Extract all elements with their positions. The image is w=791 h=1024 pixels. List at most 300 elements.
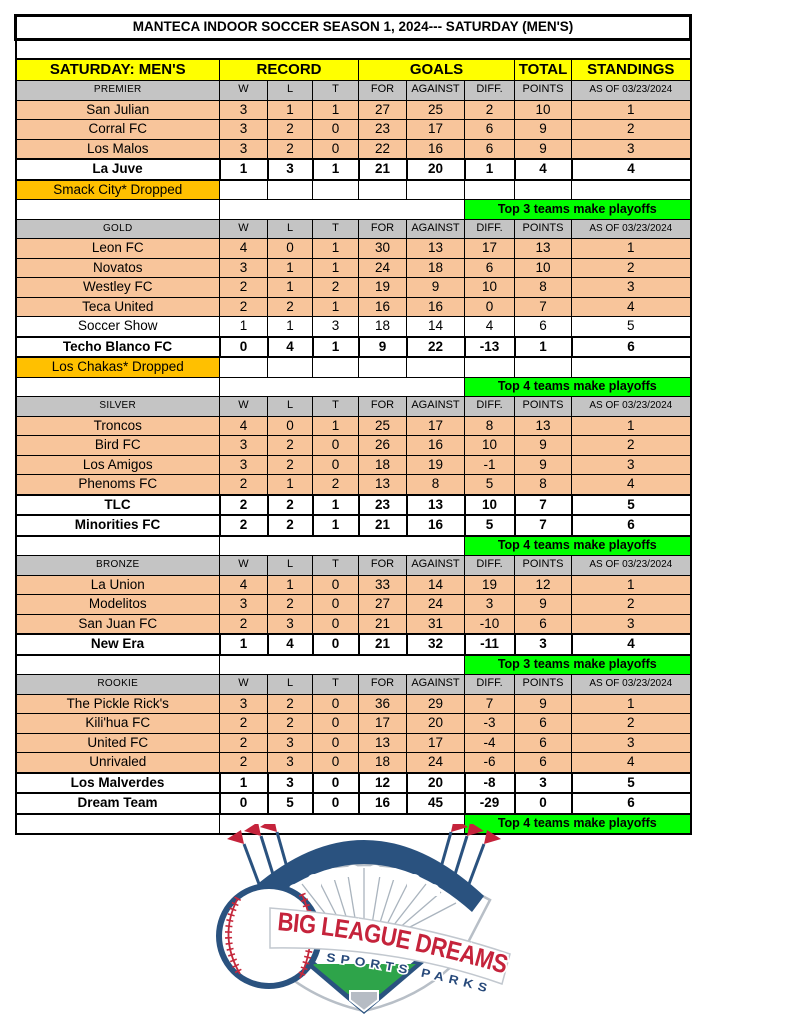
stat-t: 0	[313, 714, 359, 734]
stat-for: 27	[359, 100, 407, 120]
empty-cell	[515, 180, 572, 200]
col-header-l: L	[268, 219, 313, 239]
stat-standing: 4	[572, 475, 691, 495]
note-left-cell	[16, 655, 220, 675]
stat-w: 2	[220, 614, 268, 634]
division-name-cell: PREMIER	[16, 81, 220, 101]
division-name-cell: BRONZE	[16, 556, 220, 576]
team-name-cell: New Era	[16, 634, 220, 655]
col-header-against: AGAINST	[407, 219, 465, 239]
stat-against: 24	[407, 595, 465, 615]
stat-against: 24	[407, 753, 465, 773]
playoff-note-row	[16, 377, 691, 397]
team-row	[16, 475, 691, 495]
empty-cell	[407, 180, 465, 200]
note-left-cell	[16, 200, 220, 220]
team-name-cell: Minorities FC	[16, 515, 220, 536]
stat-w: 3	[220, 258, 268, 278]
stat-points: 13	[515, 416, 572, 436]
stat-diff: -11	[465, 634, 515, 655]
stat-t: 0	[313, 733, 359, 753]
page-title: MANTECA INDOOR SOCCER SEASON 1, 2024--- SATURDAY (MEN'S)	[16, 16, 691, 40]
stat-standing: 1	[572, 239, 691, 259]
stat-against: 16	[407, 139, 465, 159]
playoff-note: Top 3 teams make playoffs	[465, 655, 691, 675]
stat-points: 8	[515, 278, 572, 298]
team-row	[16, 297, 691, 317]
stat-standing: 5	[572, 495, 691, 516]
team-row	[16, 278, 691, 298]
col-header-as-of: AS OF 03/23/2024	[572, 556, 691, 576]
stat-w: 3	[220, 455, 268, 475]
stat-t: 1	[313, 515, 359, 536]
division-name-cell: GOLD	[16, 219, 220, 239]
playoff-note: Top 4 teams make playoffs	[465, 814, 691, 835]
stat-w: 2	[220, 495, 268, 516]
stat-l: 1	[268, 258, 313, 278]
team-name-cell: TLC	[16, 495, 220, 516]
col-header-diff: DIFF.	[465, 81, 515, 101]
team-row	[16, 455, 691, 475]
stat-diff: -3	[465, 714, 515, 734]
stat-t: 1	[313, 337, 359, 358]
team-name-cell: San Julian	[16, 100, 220, 120]
stat-standing: 1	[572, 694, 691, 714]
stat-l: 3	[268, 159, 313, 180]
division-header-row	[16, 556, 691, 576]
stat-l: 3	[268, 614, 313, 634]
col-header-points: POINTS	[515, 397, 572, 417]
stat-l: 1	[268, 278, 313, 298]
team-name-cell: Los Malverdes	[16, 773, 220, 794]
col-header-w: W	[220, 556, 268, 576]
stat-diff: 10	[465, 278, 515, 298]
playoff-note: Top 4 teams make playoffs	[465, 536, 691, 556]
col-header-for: FOR	[359, 397, 407, 417]
stat-against: 29	[407, 694, 465, 714]
stat-standing: 3	[572, 733, 691, 753]
stat-points: 3	[515, 634, 572, 655]
col-header-as-of: AS OF 03/23/2024	[572, 219, 691, 239]
team-name-cell: La Juve	[16, 159, 220, 180]
column-band-row	[16, 59, 691, 81]
col-header-for: FOR	[359, 81, 407, 101]
stat-standing: 4	[572, 634, 691, 655]
team-row	[16, 416, 691, 436]
spacer-row	[16, 40, 691, 60]
stat-t: 0	[313, 614, 359, 634]
stat-diff: 8	[465, 416, 515, 436]
stat-l: 2	[268, 714, 313, 734]
stat-w: 1	[220, 159, 268, 180]
team-name-cell: Dream Team	[16, 793, 220, 814]
col-header-t: T	[313, 675, 359, 695]
stat-w: 2	[220, 515, 268, 536]
stat-points: 6	[515, 733, 572, 753]
stat-against: 16	[407, 297, 465, 317]
team-row	[16, 714, 691, 734]
col-header-t: T	[313, 81, 359, 101]
note-mid-cell	[220, 377, 465, 397]
standings-sheet	[14, 14, 692, 835]
stat-w: 1	[220, 634, 268, 655]
stat-diff: 7	[465, 694, 515, 714]
stat-t: 0	[313, 139, 359, 159]
playoff-note: Top 3 teams make playoffs	[465, 200, 691, 220]
col-header-against: AGAINST	[407, 556, 465, 576]
stat-diff: -13	[465, 337, 515, 358]
stat-w: 1	[220, 317, 268, 337]
team-name-cell: Soccer Show	[16, 317, 220, 337]
band-record: RECORD	[220, 59, 359, 81]
stat-points: 10	[515, 258, 572, 278]
big-league-dreams-logo	[214, 824, 514, 1014]
playoff-note-row	[16, 536, 691, 556]
stat-standing: 2	[572, 595, 691, 615]
stat-standing: 4	[572, 159, 691, 180]
stat-points: 9	[515, 455, 572, 475]
stat-diff: -1	[465, 455, 515, 475]
stat-t: 0	[313, 694, 359, 714]
team-name-cell: United FC	[16, 733, 220, 753]
stat-diff: -6	[465, 753, 515, 773]
stat-for: 27	[359, 595, 407, 615]
stat-against: 17	[407, 416, 465, 436]
stat-l: 2	[268, 120, 313, 140]
stat-points: 9	[515, 436, 572, 456]
col-header-points: POINTS	[515, 675, 572, 695]
stat-for: 36	[359, 694, 407, 714]
stat-l: 3	[268, 733, 313, 753]
stat-w: 0	[220, 337, 268, 358]
stat-points: 6	[515, 317, 572, 337]
stat-diff: 0	[465, 297, 515, 317]
col-header-l: L	[268, 556, 313, 576]
stat-l: 2	[268, 139, 313, 159]
team-row	[16, 495, 691, 516]
stat-standing: 3	[572, 614, 691, 634]
stat-standing: 3	[572, 455, 691, 475]
note-mid-cell	[220, 200, 465, 220]
stat-t: 0	[313, 120, 359, 140]
col-header-w: W	[220, 219, 268, 239]
note-left-cell	[16, 377, 220, 397]
stat-diff: 3	[465, 595, 515, 615]
dropped-team-name: Smack City* Dropped	[16, 180, 220, 200]
stat-points: 7	[515, 297, 572, 317]
col-header-as-of: AS OF 03/23/2024	[572, 675, 691, 695]
team-name-cell: Novatos	[16, 258, 220, 278]
stat-diff: 10	[465, 436, 515, 456]
team-row	[16, 139, 691, 159]
col-header-w: W	[220, 397, 268, 417]
col-header-l: L	[268, 397, 313, 417]
stat-for: 16	[359, 793, 407, 814]
stat-for: 18	[359, 317, 407, 337]
stat-l: 4	[268, 634, 313, 655]
playoff-note-row	[16, 655, 691, 675]
stat-diff: 4	[465, 317, 515, 337]
stat-against: 14	[407, 317, 465, 337]
team-row	[16, 100, 691, 120]
stat-points: 12	[515, 575, 572, 595]
team-row	[16, 733, 691, 753]
stat-l: 1	[268, 575, 313, 595]
team-name-cell: Troncos	[16, 416, 220, 436]
logo-title-text: BIG LEAGUE DREAMS	[276, 906, 514, 981]
stat-standing: 4	[572, 297, 691, 317]
playoff-note: Top 4 teams make playoffs	[465, 377, 691, 397]
stat-l: 3	[268, 773, 313, 794]
team-name-cell: Westley FC	[16, 278, 220, 298]
stat-against: 16	[407, 436, 465, 456]
col-header-t: T	[313, 397, 359, 417]
stat-standing: 6	[572, 793, 691, 814]
band-total: TOTAL	[515, 59, 572, 81]
stat-w: 2	[220, 475, 268, 495]
stat-for: 18	[359, 455, 407, 475]
stat-standing: 6	[572, 515, 691, 536]
team-name-cell: The Pickle Rick's	[16, 694, 220, 714]
team-row	[16, 614, 691, 634]
stat-w: 3	[220, 694, 268, 714]
stat-standing: 2	[572, 714, 691, 734]
division-header-row	[16, 397, 691, 417]
stat-for: 23	[359, 495, 407, 516]
stat-standing: 1	[572, 100, 691, 120]
stat-points: 10	[515, 100, 572, 120]
stat-against: 22	[407, 337, 465, 358]
col-header-points: POINTS	[515, 556, 572, 576]
team-name-cell: Bird FC	[16, 436, 220, 456]
empty-cell	[313, 180, 359, 200]
stat-against: 20	[407, 714, 465, 734]
empty-cell	[407, 357, 465, 377]
stat-t: 0	[313, 455, 359, 475]
col-header-diff: DIFF.	[465, 219, 515, 239]
team-name-cell: Leon FC	[16, 239, 220, 259]
team-name-cell: Phenoms FC	[16, 475, 220, 495]
stat-w: 2	[220, 297, 268, 317]
spacer-cell	[16, 40, 691, 60]
stat-for: 25	[359, 416, 407, 436]
col-header-t: T	[313, 219, 359, 239]
stat-t: 0	[313, 753, 359, 773]
col-header-t: T	[313, 556, 359, 576]
col-header-diff: DIFF.	[465, 675, 515, 695]
stat-t: 1	[313, 258, 359, 278]
stat-t: 0	[313, 634, 359, 655]
stat-against: 31	[407, 614, 465, 634]
stat-t: 2	[313, 278, 359, 298]
stat-t: 0	[313, 773, 359, 794]
stat-points: 9	[515, 694, 572, 714]
empty-cell	[268, 357, 313, 377]
stat-w: 4	[220, 239, 268, 259]
team-row	[16, 753, 691, 773]
col-header-l: L	[268, 81, 313, 101]
stat-w: 1	[220, 773, 268, 794]
team-row	[16, 575, 691, 595]
col-header-w: W	[220, 675, 268, 695]
col-header-w: W	[220, 81, 268, 101]
stat-points: 9	[515, 120, 572, 140]
team-name-cell: Corral FC	[16, 120, 220, 140]
col-header-diff: DIFF.	[465, 556, 515, 576]
stat-for: 21	[359, 614, 407, 634]
stat-w: 3	[220, 595, 268, 615]
stat-l: 0	[268, 239, 313, 259]
stat-points: 7	[515, 515, 572, 536]
stat-points: 6	[515, 714, 572, 734]
stat-against: 8	[407, 475, 465, 495]
team-row	[16, 120, 691, 140]
division-header-row	[16, 675, 691, 695]
stat-standing: 3	[572, 139, 691, 159]
stat-diff: -29	[465, 793, 515, 814]
stat-against: 20	[407, 159, 465, 180]
stat-standing: 3	[572, 278, 691, 298]
stat-points: 13	[515, 239, 572, 259]
stat-l: 2	[268, 436, 313, 456]
dropped-team-row	[16, 180, 691, 200]
col-header-points: POINTS	[515, 219, 572, 239]
empty-cell	[465, 180, 515, 200]
stat-standing: 2	[572, 258, 691, 278]
stat-for: 24	[359, 258, 407, 278]
stat-for: 9	[359, 337, 407, 358]
empty-cell	[313, 357, 359, 377]
stat-against: 20	[407, 773, 465, 794]
stat-w: 2	[220, 733, 268, 753]
title-row	[16, 16, 691, 40]
stat-diff: -4	[465, 733, 515, 753]
stat-l: 1	[268, 100, 313, 120]
col-header-as-of: AS OF 03/23/2024	[572, 81, 691, 101]
empty-cell	[465, 357, 515, 377]
col-header-against: AGAINST	[407, 397, 465, 417]
team-name-cell: Modelitos	[16, 595, 220, 615]
stat-for: 16	[359, 297, 407, 317]
col-header-against: AGAINST	[407, 81, 465, 101]
stat-for: 18	[359, 753, 407, 773]
stat-against: 9	[407, 278, 465, 298]
stat-t: 0	[313, 575, 359, 595]
stat-against: 19	[407, 455, 465, 475]
team-row	[16, 595, 691, 615]
stat-diff: 6	[465, 120, 515, 140]
stat-points: 6	[515, 614, 572, 634]
stat-points: 6	[515, 753, 572, 773]
note-left-cell	[16, 536, 220, 556]
team-name-cell: Teca United	[16, 297, 220, 317]
team-row	[16, 159, 691, 180]
stat-l: 2	[268, 595, 313, 615]
stat-for: 17	[359, 714, 407, 734]
stat-t: 1	[313, 297, 359, 317]
dropped-team-row	[16, 357, 691, 377]
team-row	[16, 634, 691, 655]
stat-w: 0	[220, 793, 268, 814]
col-header-against: AGAINST	[407, 675, 465, 695]
stat-for: 21	[359, 159, 407, 180]
stat-l: 2	[268, 694, 313, 714]
stat-for: 33	[359, 575, 407, 595]
stat-l: 0	[268, 416, 313, 436]
stat-against: 13	[407, 239, 465, 259]
stat-l: 4	[268, 337, 313, 358]
empty-cell	[220, 180, 268, 200]
stat-t: 3	[313, 317, 359, 337]
stat-l: 5	[268, 793, 313, 814]
stat-l: 2	[268, 515, 313, 536]
col-header-for: FOR	[359, 219, 407, 239]
stat-l: 3	[268, 753, 313, 773]
standings-table	[14, 14, 692, 835]
logo-subtitle-text: SPORTS PARKS	[325, 950, 493, 996]
stat-w: 4	[220, 416, 268, 436]
stat-l: 2	[268, 455, 313, 475]
team-row	[16, 515, 691, 536]
stat-diff: 17	[465, 239, 515, 259]
stat-l: 1	[268, 317, 313, 337]
stat-t: 1	[313, 239, 359, 259]
stat-w: 3	[220, 100, 268, 120]
stat-against: 16	[407, 515, 465, 536]
stat-diff: 19	[465, 575, 515, 595]
stat-w: 3	[220, 120, 268, 140]
team-name-cell: Techo Blanco FC	[16, 337, 220, 358]
col-header-l: L	[268, 675, 313, 695]
stat-for: 21	[359, 515, 407, 536]
stat-diff: 2	[465, 100, 515, 120]
division-header-row	[16, 81, 691, 101]
stat-for: 19	[359, 278, 407, 298]
empty-cell	[268, 180, 313, 200]
stat-standing: 4	[572, 753, 691, 773]
stat-against: 13	[407, 495, 465, 516]
dropped-team-name: Los Chakas* Dropped	[16, 357, 220, 377]
stat-standing: 2	[572, 436, 691, 456]
stat-standing: 2	[572, 120, 691, 140]
team-name-cell: La Union	[16, 575, 220, 595]
stat-t: 1	[313, 159, 359, 180]
stat-for: 13	[359, 475, 407, 495]
col-header-points: POINTS	[515, 81, 572, 101]
col-header-as-of: AS OF 03/23/2024	[572, 397, 691, 417]
stat-against: 25	[407, 100, 465, 120]
stat-against: 45	[407, 793, 465, 814]
stat-t: 0	[313, 793, 359, 814]
stat-for: 26	[359, 436, 407, 456]
team-name-cell: Kili'hua FC	[16, 714, 220, 734]
band-standings: STANDINGS	[572, 59, 691, 81]
stat-l: 2	[268, 297, 313, 317]
stat-diff: 6	[465, 258, 515, 278]
stat-diff: -8	[465, 773, 515, 794]
stat-diff: 10	[465, 495, 515, 516]
team-name-cell: Los Malos	[16, 139, 220, 159]
team-row	[16, 793, 691, 814]
stat-l: 2	[268, 495, 313, 516]
team-row	[16, 436, 691, 456]
stat-points: 1	[515, 337, 572, 358]
stat-w: 3	[220, 139, 268, 159]
empty-cell	[359, 180, 407, 200]
stat-standing: 1	[572, 416, 691, 436]
stat-w: 3	[220, 436, 268, 456]
stat-t: 0	[313, 595, 359, 615]
